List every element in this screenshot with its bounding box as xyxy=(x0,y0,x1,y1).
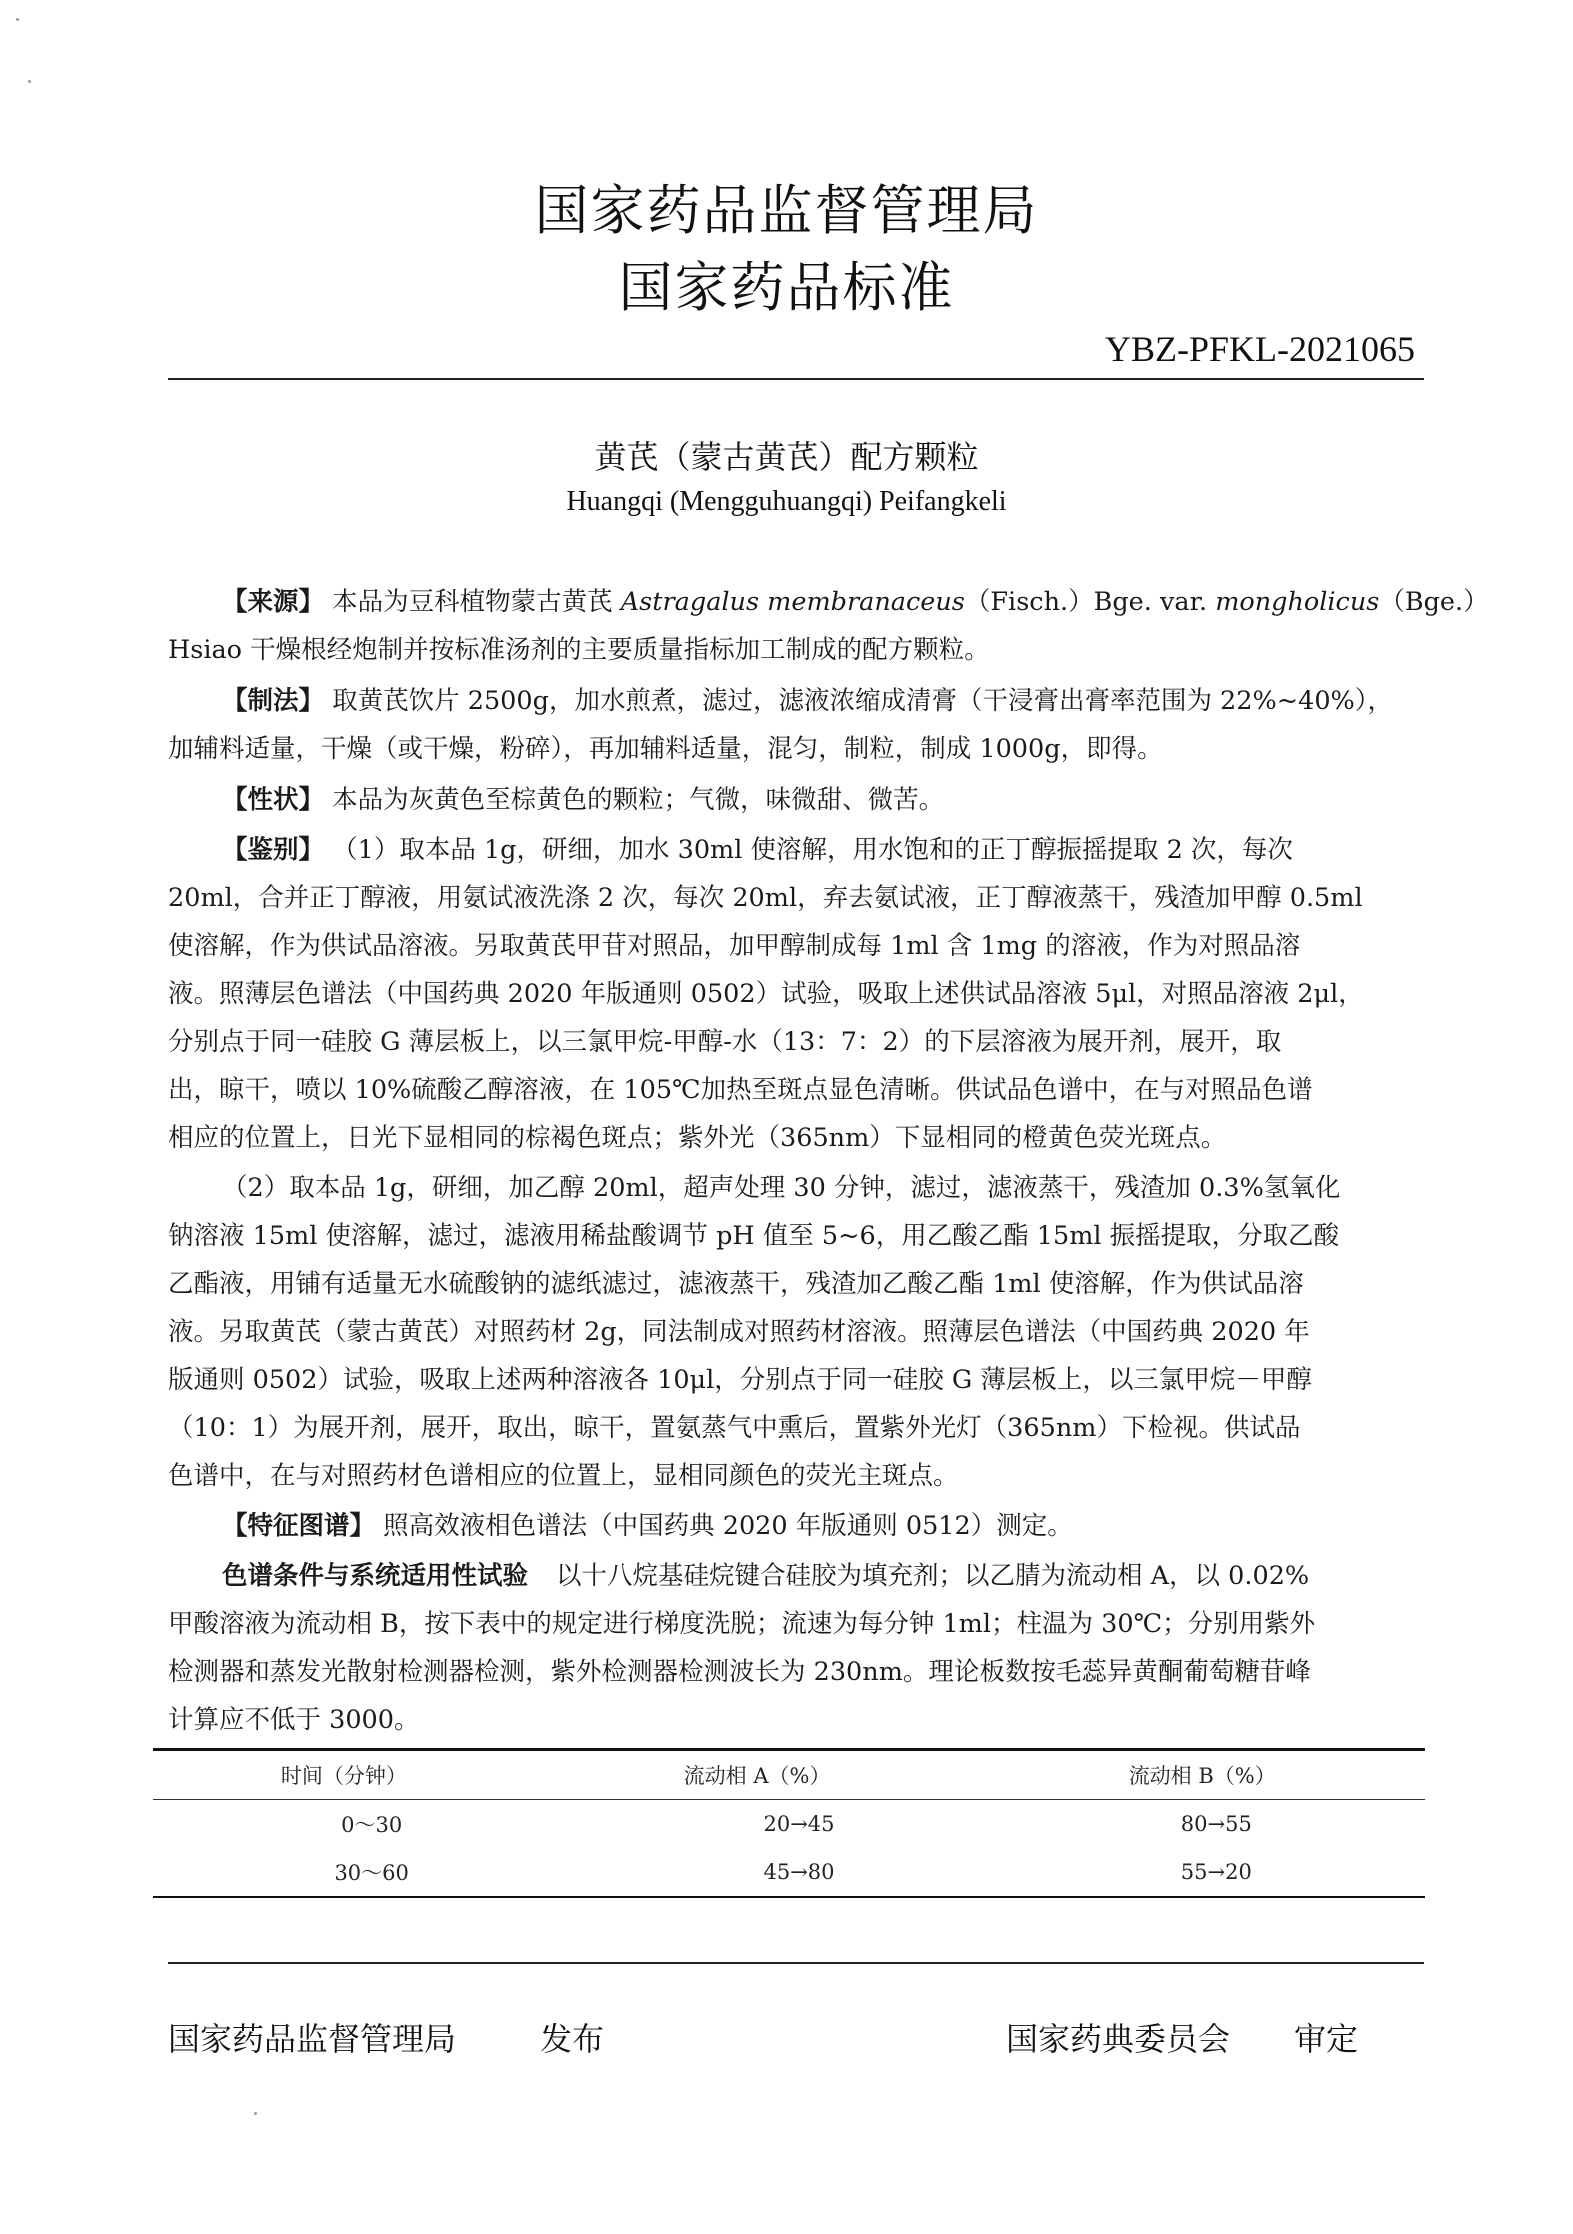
identification-line: 乙酯液，用铺有适量无水硫酸钠的滤纸滤过，滤液蒸干，残渣加乙酸乙酯 1ml 使溶解，作为供试品溶 xyxy=(168,1269,1304,1299)
identification-line: 出，晾干，喷以 10%硫酸乙醇溶液，在 105℃加热至斑点显色清晰。供试品色谱中，在与对照品色谱 xyxy=(168,1075,1313,1105)
identification-line: （2）取本品 1g，研细，加乙醇 20ml，超声处理 30 分钟，滤过，滤液蒸干，残渣加 0.3%氢氧化 xyxy=(222,1173,1341,1203)
standard-code: YBZ-PFKL-2021065 xyxy=(1104,329,1415,369)
chromatography-conditions-label: 色谱条件与系统适用性试验 xyxy=(222,1561,529,1591)
identification-line: 液。另取黄芪（蒙古黄芪）对照药材 2g，同法制成对照药材溶液。照薄层色谱法（中国药典 2020 年 xyxy=(168,1317,1310,1347)
footer-divider xyxy=(168,1962,1424,1964)
fingerprint-line-2 xyxy=(222,1556,1424,1592)
scan-speck xyxy=(254,2112,257,2115)
species-name: Astragalus membranaceus xyxy=(620,587,965,617)
standard-title: 国家药品标准 xyxy=(618,256,955,319)
method-line-1 xyxy=(222,681,1424,717)
identification-line: （10：1）为展开剂，展开，取出，晾干，置氨蒸气中熏后，置紫外光灯（365nm）下检视。供试品 xyxy=(168,1413,1301,1443)
identification-line: 相应的位置上，日光下显相同的棕褐色斑点；紫外光（365nm）下显相同的橙黄色荧光斑点。 xyxy=(168,1123,1227,1153)
source-text: （Bge.） xyxy=(1379,587,1489,617)
table-cell: 55→20 xyxy=(1180,1860,1252,1884)
identification-line: 液。照薄层色谱法（中国药典 2020 年版通则 0502）试验，吸取上述供试品溶液 5μl，对照品溶液 2μl， xyxy=(168,979,1364,1009)
table-cell: 45→80 xyxy=(763,1860,835,1884)
table-cell: 20→45 xyxy=(763,1812,835,1836)
table-cell: 80→55 xyxy=(1180,1812,1252,1836)
identification-text: （1）取本品 1g，研细，加水 30ml 使溶解，用水饱和的正丁醇振摇提取 2 次，每次 xyxy=(332,835,1293,865)
identification-line: 色谱中，在与对照药材色谱相应的位置上，显相同颜色的荧光主斑点。 xyxy=(168,1461,959,1491)
agency-title: 国家药品监督管理局 xyxy=(534,179,1039,242)
scan-speck xyxy=(16,18,19,21)
identification-label: 【鉴别】 xyxy=(222,835,325,865)
method-label: 【制法】 xyxy=(222,686,325,716)
product-name-cn: 黄芪（蒙古黄芪）配方颗粒 xyxy=(594,438,979,476)
issue-action: 发布 xyxy=(540,2020,605,2058)
scan-speck xyxy=(28,80,31,83)
fingerprint-text: 以十八烷基硅烷键合硅胶为填充剂；以乙腈为流动相 A，以 0.02% xyxy=(556,1561,1310,1591)
identification-line: 使溶解，作为供试品溶液。另取黄芪甲苷对照品，加甲醇制成每 1ml 含 1mg 的溶液，作为对照品溶 xyxy=(168,931,1301,961)
header-time: 时间（分钟） xyxy=(280,1764,407,1788)
variety-name: mongholicus xyxy=(1215,587,1380,617)
fingerprint-line: 检测器和蒸发光散射检测器检测，紫外检测器检测波长为 230nm。理论板数按毛蕊异黄酮葡萄糖苷峰 xyxy=(168,1657,1311,1687)
source-line-1 xyxy=(222,582,1489,618)
fingerprint-line: 计算应不低于 3000。 xyxy=(168,1705,420,1735)
source-line-2: Hsiao 干燥根经炮制并按标准汤剂的主要质量指标加工制成的配方颗粒。 xyxy=(168,635,990,665)
table-cell: 30～60 xyxy=(334,1861,409,1885)
identification-line: 分别点于同一硅胶 G 薄层板上，以三氯甲烷-甲醇-水（13：7：2）的下层溶液为展开剂，展开，取 xyxy=(168,1027,1282,1057)
table-header-row xyxy=(153,1751,1425,1799)
source-text: 本品为豆科植物蒙古黄芪 xyxy=(332,587,621,617)
fingerprint-line-1 xyxy=(222,1506,1424,1542)
identification-line: 钠溶液 15ml 使溶解，滤过，滤液用稀盐酸调节 pH 值至 5~6，用乙酸乙酯 15ml 振摇提取，分取乙酸 xyxy=(168,1221,1340,1251)
fingerprint-line: 甲酸溶液为流动相 B，按下表中的规定进行梯度洗脱；流速为每分钟 1ml；柱温为 30℃；分别用紫外 xyxy=(168,1609,1316,1639)
header-mobile-phase-b: 流动相 B（%） xyxy=(1128,1764,1276,1788)
table-bottom-rule xyxy=(153,1896,1425,1898)
fingerprint-text: 照高效液相色谱法（中国药典 2020 年版通则 0512）测定。 xyxy=(383,1511,1073,1541)
table-row xyxy=(153,1800,1425,1848)
character-line xyxy=(222,780,1424,816)
identification-line: 版通则 0502）试验，吸取上述两种溶液各 10μl，分别点于同一硅胶 G 薄层板上，以三氯甲烷－甲醇 xyxy=(168,1365,1312,1395)
identification-line: 20ml，合并正丁醇液，用氨试液洗涤 2 次，每次 20ml，弃去氨试液，正丁醇液蒸干，残渣加甲醇 0.5ml xyxy=(168,883,1363,913)
product-name-en: Huangqi (Mengguhuangqi) Peifangkeli xyxy=(566,486,1007,517)
gradient-table xyxy=(153,1748,1425,1898)
issuer: 国家药品监督管理局 xyxy=(168,2020,457,2058)
method-text: 取黄芪饮片 2500g，加水煎煮，滤过，滤液浓缩成清膏（干浸膏出膏率范围为 22%~40%）， xyxy=(332,686,1394,716)
table-cell: 0～30 xyxy=(341,1813,403,1837)
table-row xyxy=(153,1848,1425,1896)
character-label: 【性状】 xyxy=(222,785,325,815)
method-line-2: 加辅料适量，干燥（或干燥，粉碎），再加辅料适量，混匀，制粒，制成 1000g，即得。 xyxy=(168,734,1163,764)
source-text: （Fisch.）Bge. var. xyxy=(964,587,1216,617)
character-text: 本品为灰黄色至棕黄色的颗粒；气微，味微甜、微苦。 xyxy=(332,785,945,815)
review-action: 审定 xyxy=(1294,2020,1359,2058)
source-label: 【来源】 xyxy=(222,587,325,617)
identification-line-1 xyxy=(222,830,1424,866)
header-divider xyxy=(168,378,1424,380)
fingerprint-label: 【特征图谱】 xyxy=(222,1511,376,1541)
reviewer: 国家药典委员会 xyxy=(1006,2020,1231,2058)
header-mobile-phase-a: 流动相 A（%） xyxy=(683,1764,831,1788)
